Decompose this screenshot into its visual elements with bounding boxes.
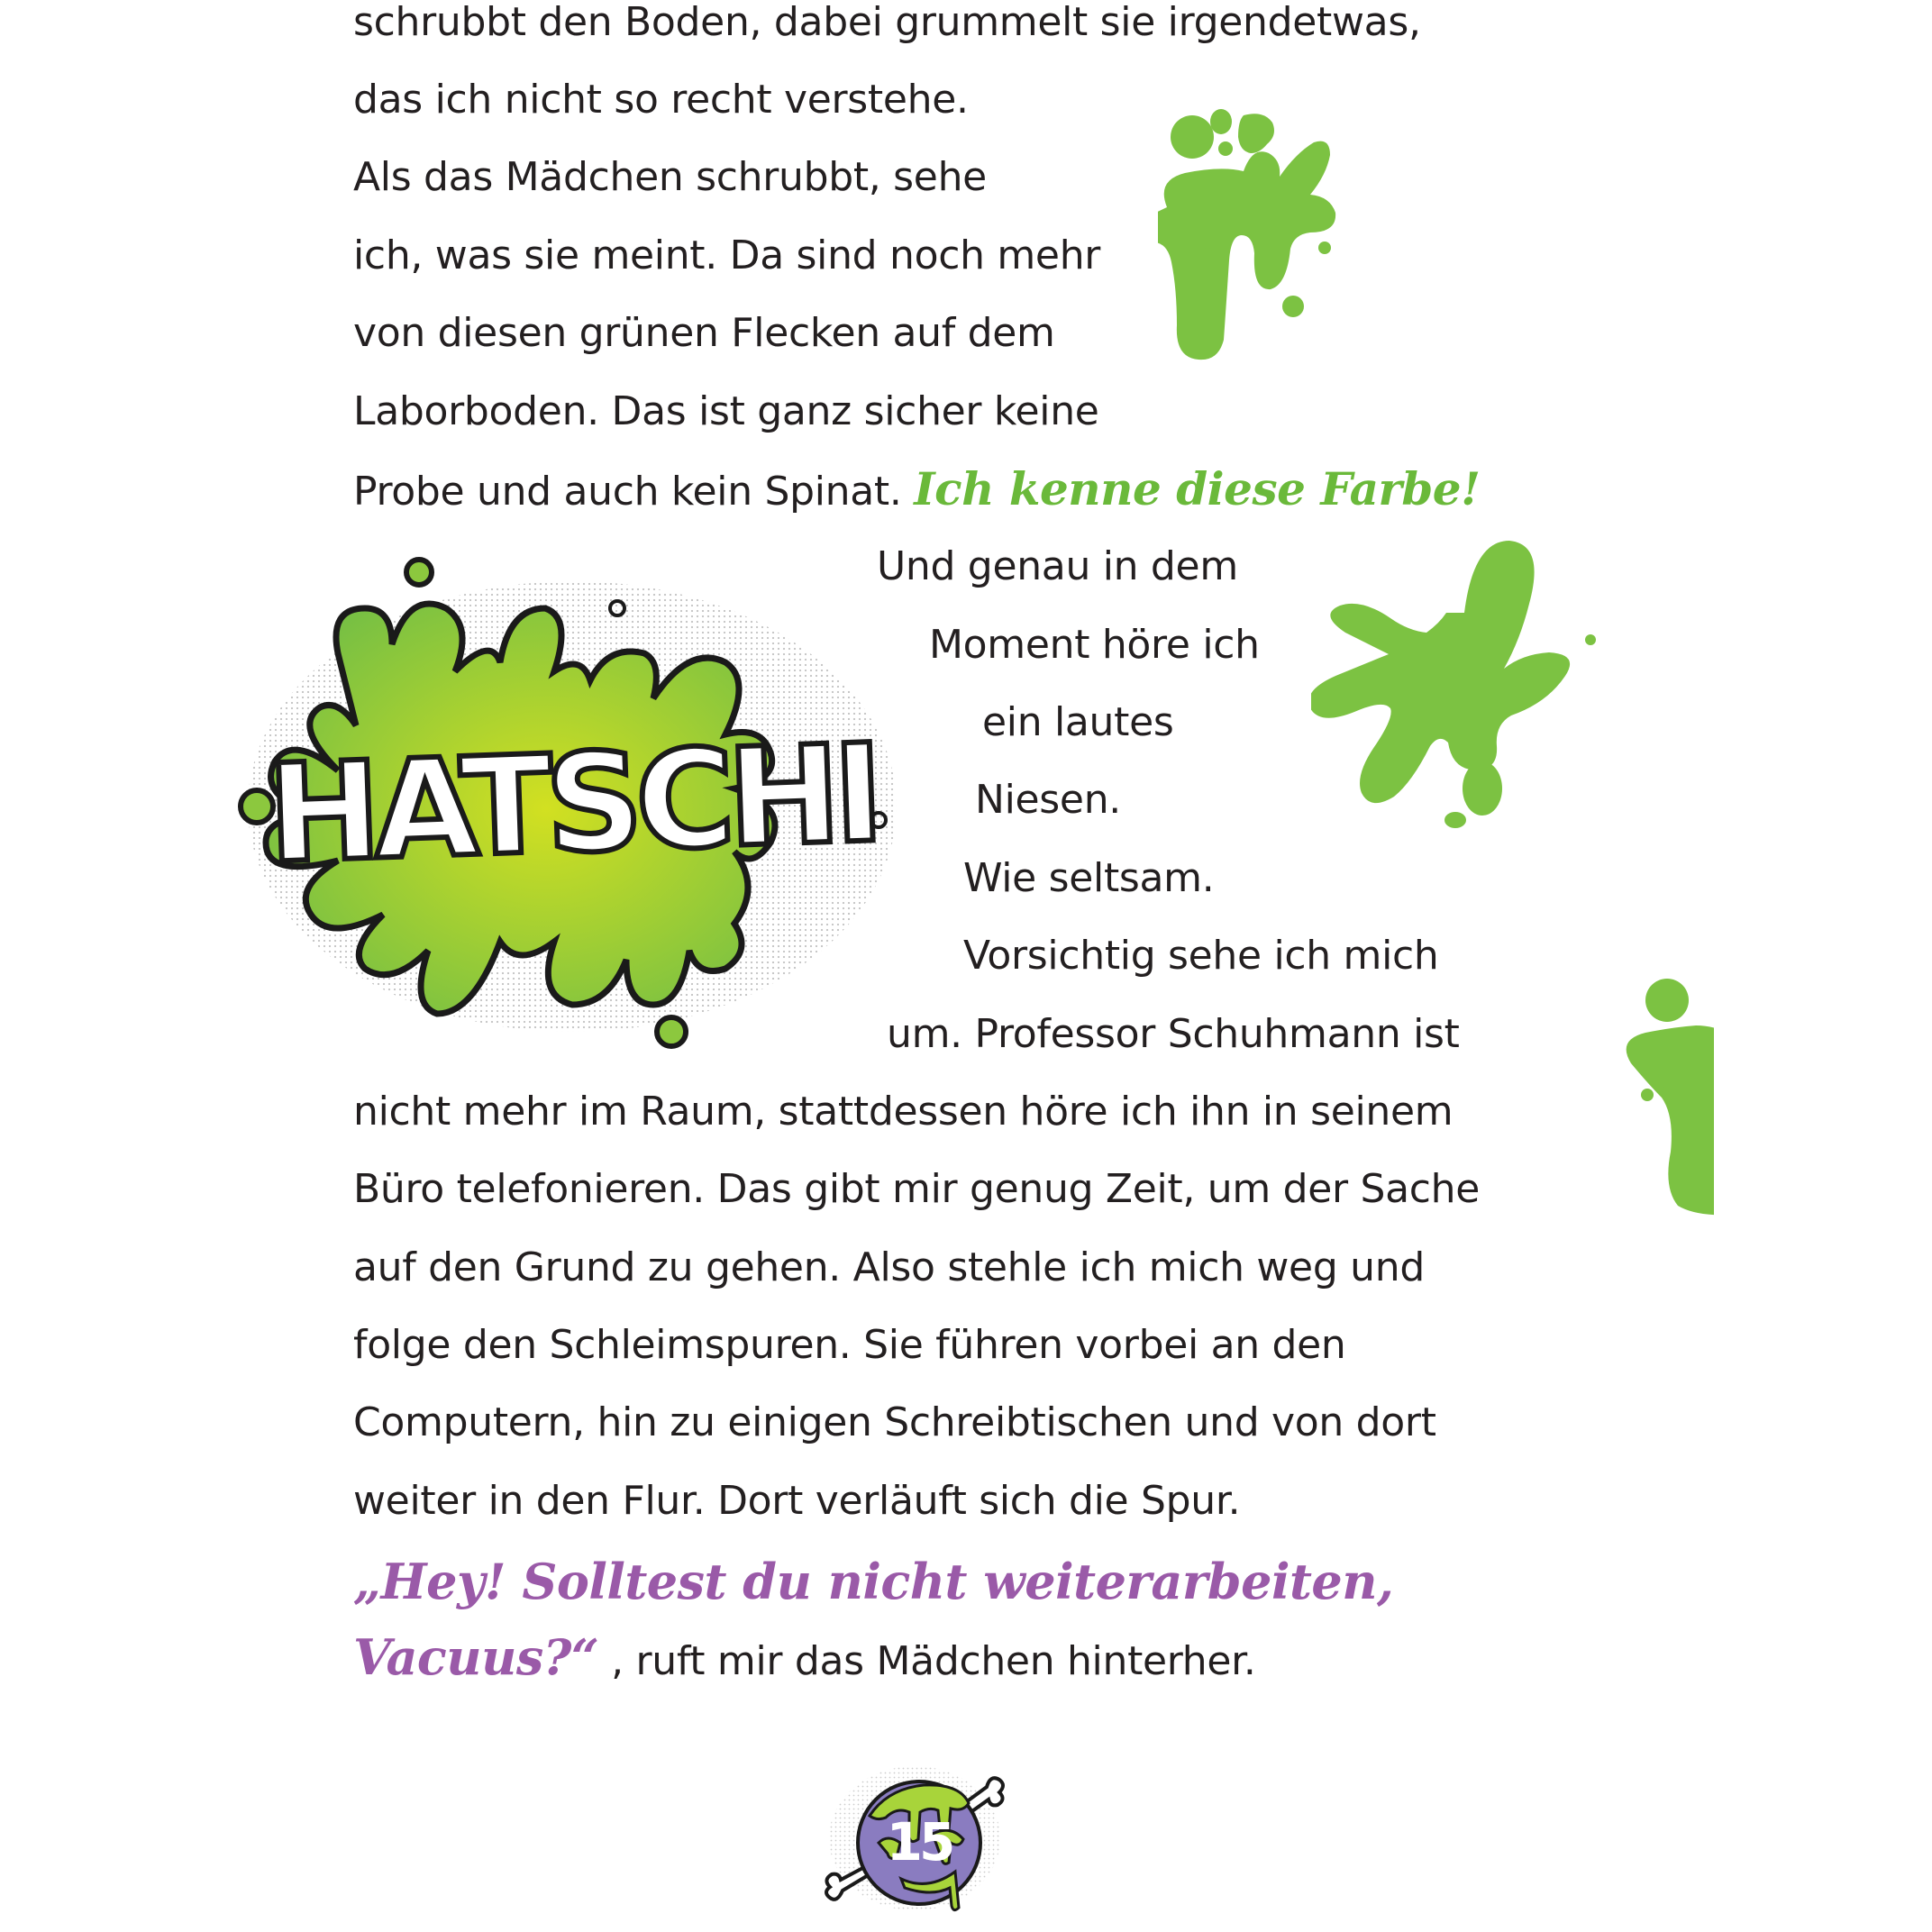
text-line: Moment höre ich: [929, 622, 1260, 668]
text-line: auf den Grund zu gehen. Also stehle ich mich weg und: [353, 1244, 1425, 1290]
text-segment: Probe und auch kein Spinat.: [353, 469, 902, 515]
text-line: Laborboden. Das ist ganz sicher keine: [353, 388, 1099, 434]
text-line: [353, 1628, 1256, 1686]
text-line: das ich nicht so recht verstehe.: [353, 77, 969, 123]
text-line: folge den Schleimspuren. Sie führen vorbei an den: [353, 1322, 1346, 1368]
slime-splat-icon: [1158, 99, 1383, 369]
hatschi-sneeze-illustration: [230, 554, 915, 1054]
text-line: ein lautes: [982, 699, 1174, 745]
hatschi-text: HATSCHI: [265, 715, 879, 894]
text-line: [353, 462, 1481, 515]
text-line: Büro telefonieren. Das gibt mir genug Zeit, um der Sache: [353, 1166, 1481, 1212]
text-line: Niesen.: [975, 777, 1121, 823]
text-segment: , ruft mir das Mädchen hinterher.: [611, 1638, 1256, 1684]
slime-splat-edge: [1613, 964, 1714, 1217]
text-line: um. Professor Schuhmann ist: [887, 1011, 1460, 1057]
text-line: weiter in den Flur. Dort verläuft sich die Spur.: [353, 1478, 1241, 1524]
text-line: von diesen grünen Flecken auf dem: [353, 310, 1055, 356]
dialogue-name: Vacuus?“: [353, 1628, 599, 1686]
text-line: Vorsichtig sehe ich mich: [963, 933, 1439, 979]
text-line: Computern, hin zu einigen Schreibtischen und von dort: [353, 1399, 1436, 1445]
slime-splat-icon: [1613, 964, 1714, 1217]
page-number-badge: [816, 1753, 1023, 1924]
text-line: ich, was sie meint. Da sind noch mehr: [353, 232, 1101, 278]
text-line: Und genau in dem: [877, 543, 1238, 589]
page-number: 15: [886, 1811, 952, 1873]
text-line: Als das Mädchen schrubbt, sehe: [353, 154, 987, 200]
text-line: Wie seltsam.: [963, 855, 1215, 901]
dialogue-line: „Hey! Solltest du nicht weiterarbeiten,: [353, 1553, 1394, 1610]
text-line: nicht mehr im Raum, stattdessen höre ich ihn in seinem: [353, 1089, 1454, 1135]
slime-splat-icon: [1311, 532, 1608, 829]
text-line: schrubbt den Boden, dabei grummelt sie irgendetwas,: [353, 0, 1421, 45]
exclamation-green: Ich kenne diese Farbe!: [914, 462, 1481, 515]
